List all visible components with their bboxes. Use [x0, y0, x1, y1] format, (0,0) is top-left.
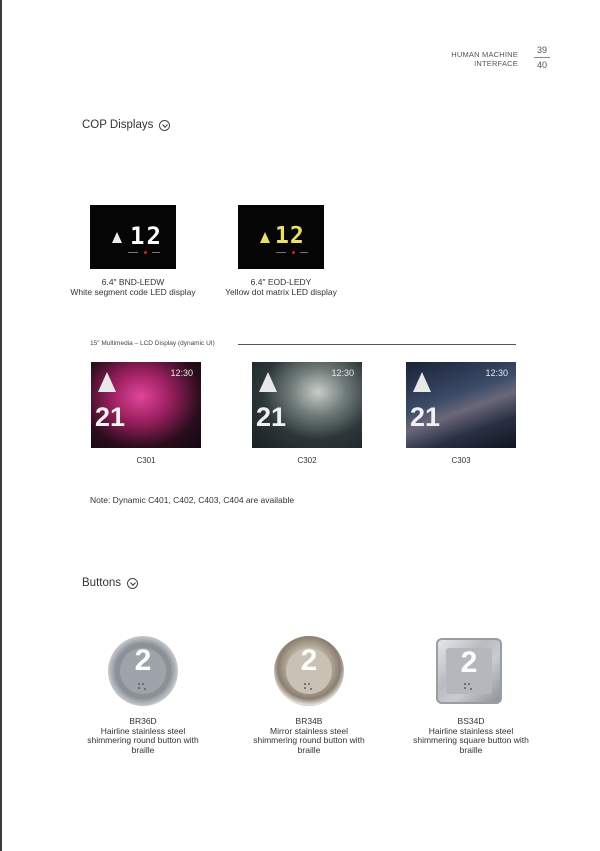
- lcd-time: 12:30: [331, 368, 354, 378]
- logo-icon: [98, 372, 116, 392]
- availability-note: Note: Dynamic C401, C402, C403, C404 are available: [90, 495, 295, 505]
- button-caption: [406, 717, 536, 755]
- button-number: 2: [460, 646, 478, 679]
- cop-model: 6.4″ BND-LEDW: [101, 277, 165, 287]
- button-desc-line1: Mirror stainless steel: [270, 725, 348, 736]
- button-desc-line2: shimmering round button with: [87, 735, 199, 745]
- braille-icon: [304, 683, 314, 691]
- section-header: [451, 50, 518, 68]
- arrow-up-icon: [260, 232, 270, 243]
- lcd-floor-number: 21: [95, 402, 126, 432]
- lcd-display-c302: [252, 362, 362, 448]
- cop-description: White segment code LED display: [70, 287, 196, 297]
- chevron-down-icon[interactable]: [127, 578, 138, 589]
- chevron-down-icon[interactable]: [159, 120, 170, 131]
- button-sample-bs34d: [436, 638, 502, 704]
- cop-description: Yellow dot matrix LED display: [225, 287, 337, 297]
- arrow-up-icon: [112, 232, 122, 243]
- header-title-line1: HUMAN MACHINE: [451, 50, 518, 59]
- lcd-display-c303: [406, 362, 516, 448]
- braille-icon: [138, 683, 148, 691]
- indicator-dot: [292, 251, 295, 254]
- button-number: 2: [134, 644, 152, 677]
- cop-model: 6.4″ EOD-LEDY: [250, 277, 312, 287]
- page-number-current: 39: [536, 45, 547, 55]
- cop-display-yellow-dot: [238, 205, 324, 269]
- cop-caption: [53, 277, 213, 297]
- lcd-floor-number: 21: [410, 402, 441, 432]
- page-left-rule: [0, 0, 2, 851]
- button-desc-line3: braille: [459, 744, 483, 755]
- page-number-total: 40: [536, 60, 547, 70]
- button-code: BR34B: [295, 716, 323, 726]
- lcd-caption-c302: C302: [297, 456, 317, 465]
- multimedia-label: 15″ Multimedia – LCD Display (dynamic UI): [90, 340, 215, 347]
- cop-caption: [201, 277, 361, 297]
- indicator-bar: [276, 252, 286, 253]
- braille-icon: [464, 683, 474, 691]
- buttons-section-label: Buttons: [82, 577, 121, 589]
- logo-icon: [413, 372, 431, 392]
- buttons-section-title[interactable]: [82, 577, 138, 589]
- page-number-divider: [534, 57, 550, 58]
- lcd-caption-c301: C301: [136, 456, 156, 465]
- indicator-dot: [144, 251, 147, 254]
- lcd-time: 12:30: [485, 368, 508, 378]
- button-desc-line2: shimmering square button with: [413, 735, 529, 745]
- indicator-bar: [128, 252, 138, 253]
- logo-icon: [259, 372, 277, 392]
- button-desc-line1: Hairline stainless steel: [100, 725, 186, 736]
- lcd-time: 12:30: [170, 368, 193, 378]
- cop-floor-number: 12: [130, 222, 163, 250]
- lcd-display-c301: [91, 362, 201, 448]
- button-code: BS34D: [457, 716, 485, 726]
- cop-floor-number: 12: [275, 223, 305, 249]
- button-desc-line3: braille: [297, 744, 321, 755]
- cop-section-title[interactable]: [82, 119, 170, 131]
- lcd-floor-number: 21: [256, 402, 287, 432]
- cop-display-white-segment: [90, 205, 176, 269]
- button-sample-br36d: [108, 636, 178, 706]
- button-code: BR36D: [129, 716, 157, 726]
- button-desc-line3: braille: [131, 744, 155, 755]
- button-desc-line2: shimmering round button with: [253, 735, 365, 745]
- button-caption: [78, 717, 208, 755]
- multimedia-divider: [238, 344, 516, 345]
- button-caption: [244, 717, 374, 755]
- header-title-line2: INTERFACE: [474, 59, 518, 68]
- cop-section-label: COP Displays: [82, 119, 154, 131]
- indicator-bar: [152, 252, 160, 253]
- lcd-caption-c303: C303: [451, 456, 471, 465]
- button-desc-line1: Hairline stainless steel: [428, 725, 514, 736]
- button-sample-br34b: [274, 636, 344, 706]
- indicator-bar: [300, 252, 308, 253]
- button-number: 2: [300, 644, 318, 677]
